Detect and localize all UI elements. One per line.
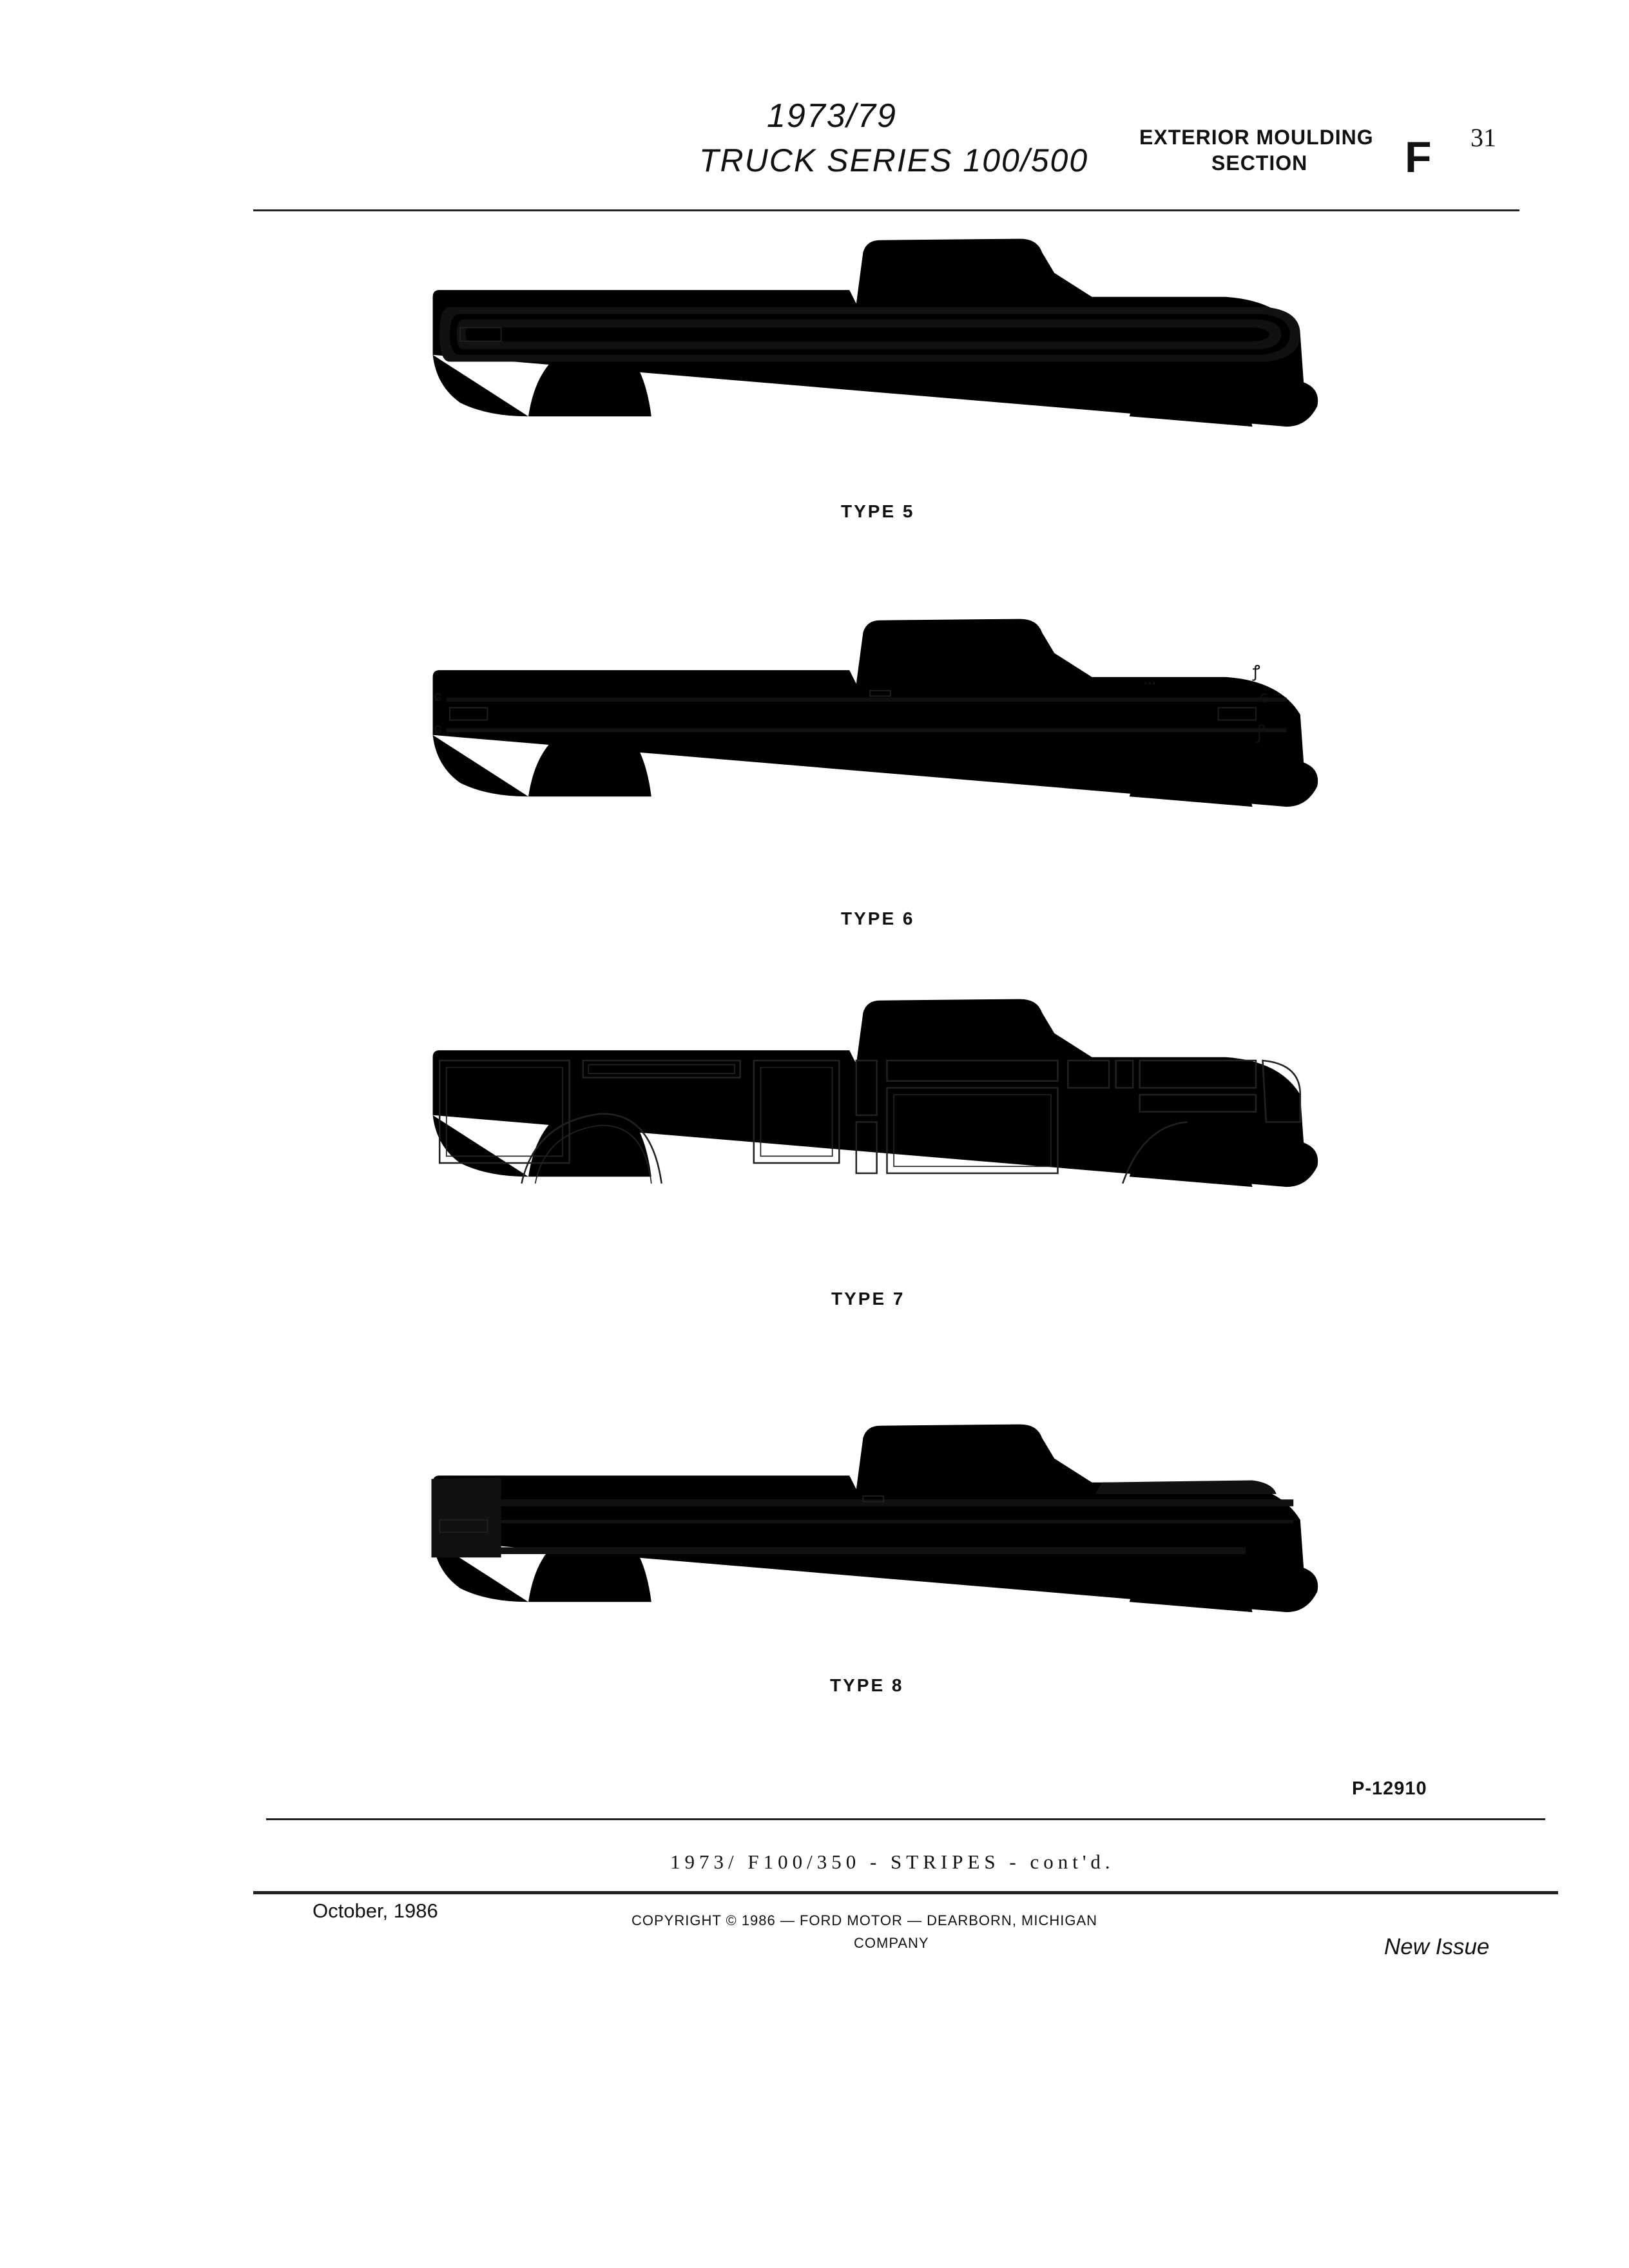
section-title: EXTERIOR MOULDING bbox=[1139, 126, 1374, 149]
section-subtitle: SECTION bbox=[1211, 151, 1308, 175]
year-range: 1973/79 bbox=[767, 97, 897, 135]
footer-company: COMPANY bbox=[854, 1935, 929, 1951]
figure-caption: 1973/ F100/350 - STRIPES - cont'd. bbox=[670, 1850, 1115, 1873]
footer-copyright: COPYRIGHT © 1986 — FORD MOTOR — DEARBORN, MICHIGAN bbox=[631, 1912, 1098, 1928]
figure-label-type-8: TYPE 8 bbox=[830, 1675, 904, 1695]
footer-date: October, 1986 bbox=[313, 1899, 438, 1922]
figure-label-type-5: TYPE 5 bbox=[841, 501, 915, 521]
svg-text:ɕ: ɕ bbox=[434, 720, 442, 737]
page-number: 31 bbox=[1470, 123, 1496, 152]
header-rule bbox=[253, 209, 1519, 211]
footer-issue-status: New Issue bbox=[1384, 1934, 1490, 1959]
section-letter: F bbox=[1405, 133, 1432, 182]
caption-top-rule bbox=[266, 1818, 1545, 1820]
footer-rule bbox=[253, 1891, 1558, 1894]
truck-type-8-diagram bbox=[419, 1418, 1321, 1622]
figure-label-type-6: TYPE 6 bbox=[841, 908, 915, 928]
svg-text:ꝭ: ꝭ bbox=[1255, 722, 1265, 744]
truck-series-title: TRUCK SERIES 100/500 bbox=[699, 142, 1089, 178]
svg-text:ⵈ: ⵈ bbox=[1143, 671, 1157, 695]
truck-type-7-diagram bbox=[419, 992, 1321, 1197]
svg-text:ꞓ: ꞓ bbox=[1259, 687, 1268, 706]
illustration-number: P-12910 bbox=[1352, 1778, 1427, 1799]
svg-text:ɕ: ɕ bbox=[434, 687, 442, 704]
truck-type-6-diagram bbox=[419, 612, 1321, 817]
truck-type-5-diagram bbox=[419, 232, 1321, 437]
svg-text:ꝭ: ꝭ bbox=[1252, 662, 1260, 681]
figure-label-type-7: TYPE 7 bbox=[831, 1289, 905, 1309]
